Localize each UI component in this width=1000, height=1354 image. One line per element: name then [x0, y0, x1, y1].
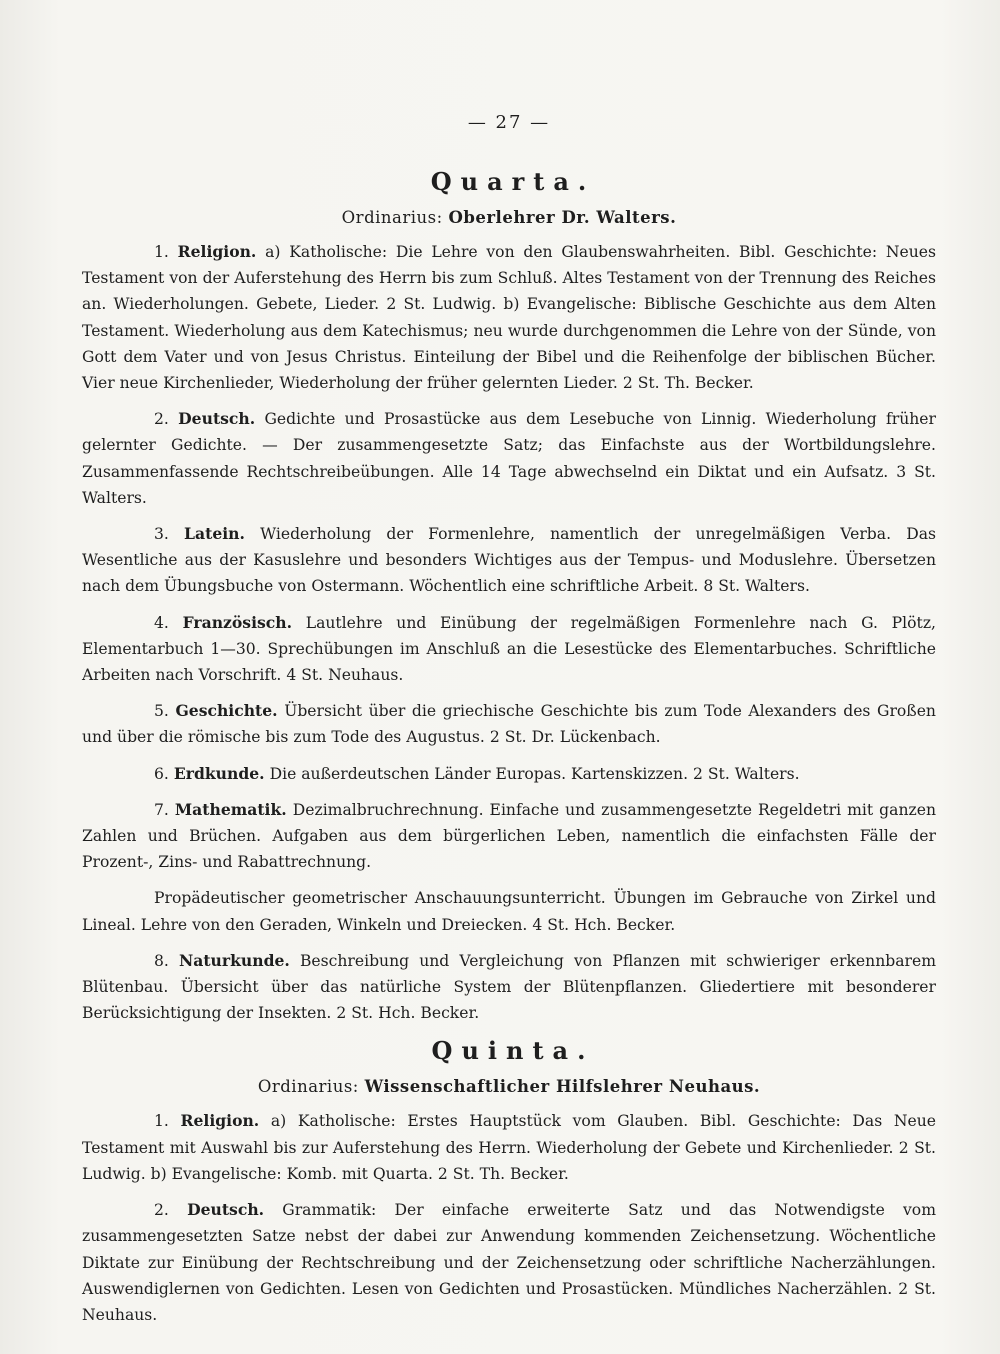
subject-name: Naturkunde.	[178, 950, 290, 970]
subject-religion-quinta	[82, 1108, 936, 1187]
subject-text: Lautlehre und Einübung der regelmäßigen Formenlehre nach G. Plötz, Elementarbuch 1—30. Sprechübungen im Anschluß an die Lesestücke des Elementarbuches. Schriftliche Arbeiten nach Vorschrift. 4 St. Neuhaus.	[82, 613, 936, 685]
subject-name: Deutsch.	[178, 409, 256, 429]
subject-number: 8.	[154, 951, 169, 970]
ordinarius-quarta	[82, 208, 936, 227]
section-title-quinta	[82, 1036, 936, 1065]
subject-number: 1.	[154, 243, 169, 261]
subject-text: Wiederholung der Formenlehre, namentlich der unregelmäßigen Verba. Das Wesentliche aus der Kasuslehre und besonders Wichtiges aus der Tempus- und Moduslehre. Übersetzen nach dem Übungsbuche von Ostermann. Wöchentlich eine schriftliche Arbeit. 8 St. Walters.	[82, 525, 936, 596]
subject-name: Deutsch.	[187, 1200, 265, 1220]
subject-deutsch-quinta	[82, 1197, 936, 1328]
page-content	[82, 112, 936, 1338]
subject-latein-quarta	[82, 521, 936, 600]
subject-erdkunde-quarta	[82, 761, 936, 787]
subject-text: Übersicht über die griechische Geschichte bis zum Tode Alexanders des Großen und über die römische bis zum Tode des Augustus. 2 St. Dr. Lückenbach.	[82, 702, 936, 747]
ordinarius-label: Ordinarius:	[341, 208, 443, 227]
subject-text: Propädeutischer geometrischer Anschauungsunterricht. Übungen im Gebrauche von Zirkel und Lineal. Lehre von den Geraden, Winkeln und Dreiecken. 4 St. Hch. Becker.	[82, 889, 936, 934]
subject-name: Religion.	[180, 1111, 260, 1131]
subject-franzoesisch-quarta	[82, 610, 936, 689]
subject-number: 7.	[154, 800, 169, 819]
subject-name: Erdkunde.	[173, 763, 265, 783]
subject-number: 2.	[154, 410, 169, 429]
subject-naturkunde-quarta	[82, 948, 936, 1027]
ordinarius-label: Ordinarius:	[257, 1077, 359, 1097]
subject-text: Die außerdeutschen Länder Europas. Kartenskizzen. 2 St. Walters.	[269, 764, 800, 783]
subject-text: Beschreibung und Vergleichung von Pflanzen mit schwieriger erkennbarem Blütenbau. Übersicht über das natürliche System der Blütenpflanzen. Gliedertiere mit besonderer Berücksichtigung der Insekten. 2 St. Hch. Becker.	[82, 951, 936, 1023]
subject-text: Dezimalbruchrechnung. Einfache und zusammengesetzte Regeldetri mit ganzen Zahlen und Brüchen. Aufgaben aus dem bürgerlichen Leben, namentlich die einfachsten Fälle der Prozent-, Zins- und Rabattrechnung.	[82, 800, 936, 872]
subject-number: 3.	[154, 525, 169, 544]
subject-number: 4.	[154, 613, 169, 632]
subject-text: a) Katholische: Die Lehre von den Glaubenswahrheiten. Bibl. Geschichte: Neues Testament von der Auferstehung des Herrn bis zum Schluß. Altes Testament von der Trennung des Reiches an. Wiederholungen. Gebete, Lieder. 2 St. Ludwig. b) Evangelische: Biblische Geschichte aus dem Alten Testament. Wiederholung aus dem Katechismus; neu wurde durchgenommen die Lehre von der Sünde, von Gott dem Vater und von Jesus Christus. Einteilung der Bibel und die Reihenfolge der biblischen Bücher. Vier neue Kirchenlieder, Wiederholung der früher gelernten Lieder. 2 St. Th. Becker.	[82, 243, 936, 393]
subject-name: Französisch.	[182, 612, 293, 632]
page-number: — 27 —	[467, 112, 551, 133]
subject-religion-quarta	[82, 239, 936, 396]
subject-geometrie-quarta	[82, 885, 936, 937]
subject-name: Religion.	[177, 242, 257, 261]
subject-geschichte-quarta	[82, 698, 936, 750]
subject-deutsch-quarta	[82, 406, 936, 511]
subject-number: 1.	[154, 1112, 169, 1131]
section-title-quarta	[82, 167, 936, 196]
subject-text: Gedichte und Prosastücke aus dem Lesebuche von Linnig. Wiederholung früher gelernter Gedichte. — Der zusammengesetzte Satz; das Einfachste aus der Wortbildungslehre. Zusammenfassende Rechtschreibeübungen. Alle 14 Tage abwechselnd ein Diktat und ein Aufsatz. 3 St. Walters.	[82, 410, 936, 507]
section-title-quarta-text: Quarta.	[430, 167, 596, 196]
subject-mathematik-quarta	[82, 797, 936, 876]
subject-number: 6.	[154, 764, 169, 783]
subject-name: Geschichte.	[175, 701, 278, 721]
ordinarius-teacher: Oberlehrer Dr. Walters.	[448, 208, 677, 227]
subject-number: 5.	[154, 702, 169, 721]
subject-text: Grammatik: Der einfache erweiterte Satz und das Notwendigste vom zusammengesetzten Satze nebst der dabei zur Anwendung kommenden Zeichensetzung. Wöchentliche Diktate zur Einübung der Rechtschreibung und der Zeichensetzung oder schriftliche Nacherzählungen. Auswendiglernen von Gedichten. Lesen von Gedichten und Prosastücken. Mündliches Nacherzählen. 2 St. Neuhaus.	[82, 1201, 936, 1324]
section-title-quinta-text: Quinta.	[431, 1036, 595, 1066]
subject-text: a) Katholische: Erstes Hauptstück vom Glauben. Bibl. Geschichte: Das Neue Testament mit Auswahl bis zur Auferstehung des Herrn. Wiederholung der Gebete und Kirchenlieder. 2 St. Ludwig. b) Evangelische: Komb. mit Quarta. 2 St. Th. Becker.	[82, 1112, 936, 1183]
ordinarius-quinta	[82, 1077, 936, 1096]
subject-name: Latein.	[184, 524, 245, 544]
ordinarius-teacher: Wissenschaftlicher Hilfslehrer Neuhaus.	[364, 1077, 761, 1097]
subject-name: Mathematik.	[174, 799, 287, 819]
subject-number: 2.	[154, 1201, 169, 1220]
